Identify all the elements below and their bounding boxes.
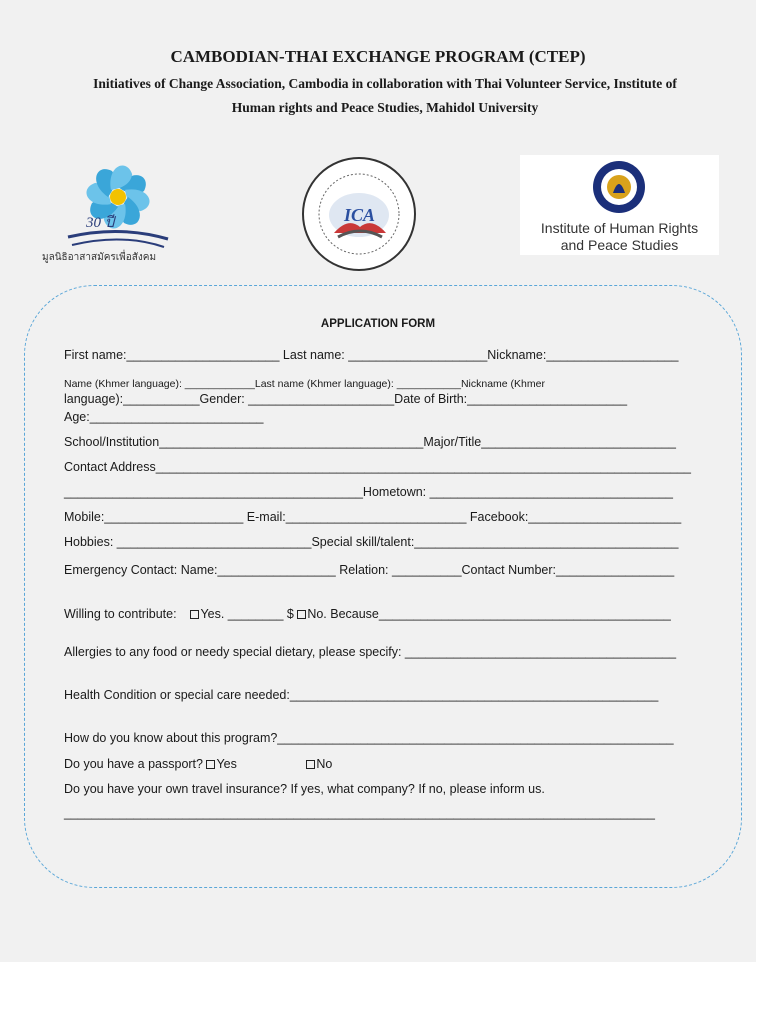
hometown-field[interactable]: ___________________________________________Hometown: ___________________________________ bbox=[64, 485, 673, 499]
passport-yes-checkbox[interactable] bbox=[206, 760, 215, 769]
subtitle-line-1: Initiatives of Change Association, Cambodia in collaboration with Thai Volunteer Service, Institute of bbox=[93, 76, 677, 91]
ihrp-logo bbox=[520, 155, 719, 255]
contribute-row bbox=[64, 607, 671, 621]
ihrp-name-line-1: Institute of Human Rights bbox=[540, 220, 699, 236]
tvs-caption: มูลนิธิอาสาสมัครเพื่อสังคม bbox=[42, 252, 157, 263]
passport-row bbox=[64, 757, 332, 771]
allergies-field[interactable]: Allergies to any food or needy special dietary, please specify: _______________________________________ bbox=[64, 645, 677, 659]
insurance-question: Do you have your own travel insurance? If yes, what company? If no, please inform us. bbox=[64, 782, 545, 796]
form-heading: APPLICATION FORM bbox=[320, 318, 436, 330]
document-subtitle bbox=[40, 72, 730, 120]
mahidol-seal-icon bbox=[520, 155, 719, 217]
school-major-fields[interactable]: School/Institution______________________________________Major/Title____________________________ bbox=[64, 435, 676, 449]
contribute-no-checkbox[interactable] bbox=[297, 610, 306, 619]
health-condition-field[interactable]: Health Condition or special care needed:_____________________________________________________ bbox=[64, 688, 659, 702]
passport-no-label: No bbox=[316, 757, 333, 771]
contribute-label: Willing to contribute: bbox=[64, 607, 191, 621]
age-field[interactable]: Age:_________________________ bbox=[64, 410, 264, 424]
gender-dob-fields[interactable]: language):___________Gender: _____________________Date of Birth:_______________________ bbox=[64, 392, 628, 406]
pinwheel-icon bbox=[40, 155, 200, 265]
subtitle-line-2: Human rights and Peace Studies, Mahidol University bbox=[231, 100, 539, 115]
passport-label: Do you have a passport? bbox=[64, 757, 207, 771]
passport-no-checkbox[interactable] bbox=[306, 760, 315, 769]
how-know-field[interactable]: How do you know about this program?_________________________________________________________ bbox=[64, 731, 674, 745]
contact-address-field[interactable]: Contact Address_____________________________________________________________________________ bbox=[64, 460, 692, 474]
emergency-contact-fields[interactable]: Emergency Contact: Name:_________________ Relation: __________Contact Number:_________________ bbox=[64, 563, 675, 577]
ihrp-name-line-2: and Peace Studies bbox=[560, 237, 679, 253]
contribute-no-label[interactable]: No. Because__________________________________________ bbox=[307, 607, 671, 621]
passport-yes-label: Yes bbox=[216, 757, 307, 771]
form-frame bbox=[24, 285, 742, 888]
svg-text:30 ปี: 30 ปี bbox=[86, 215, 115, 231]
ica-seal-icon bbox=[300, 155, 418, 273]
ica-logo bbox=[300, 155, 418, 273]
insurance-answer-field[interactable]: _____________________________________________________________________________________ bbox=[64, 806, 655, 820]
hobbies-skills-fields[interactable]: Hobbies: ____________________________Special skill/talent:______________________________________ bbox=[64, 535, 679, 549]
mobile-email-facebook-fields[interactable]: Mobile:____________________ E-mail:__________________________ Facebook:______________________ bbox=[64, 510, 682, 524]
name-fields[interactable]: First name:______________________ Last name: ____________________Nickname:___________________ bbox=[64, 348, 679, 362]
khmer-name-fields[interactable]: Name (Khmer language): ____________Last name (Khmer language): ___________Nickname (Khmer bbox=[64, 378, 545, 390]
svg-text:ICA: ICA bbox=[344, 205, 376, 225]
contribute-yes-label: Yes. ________ $ bbox=[200, 607, 298, 621]
document-title: CAMBODIAN-THAI EXCHANGE PROGRAM (CTEP) bbox=[170, 47, 586, 66]
ihrp-name bbox=[520, 220, 719, 254]
tvs-logo bbox=[40, 155, 200, 265]
contribute-yes-checkbox[interactable] bbox=[190, 610, 199, 619]
